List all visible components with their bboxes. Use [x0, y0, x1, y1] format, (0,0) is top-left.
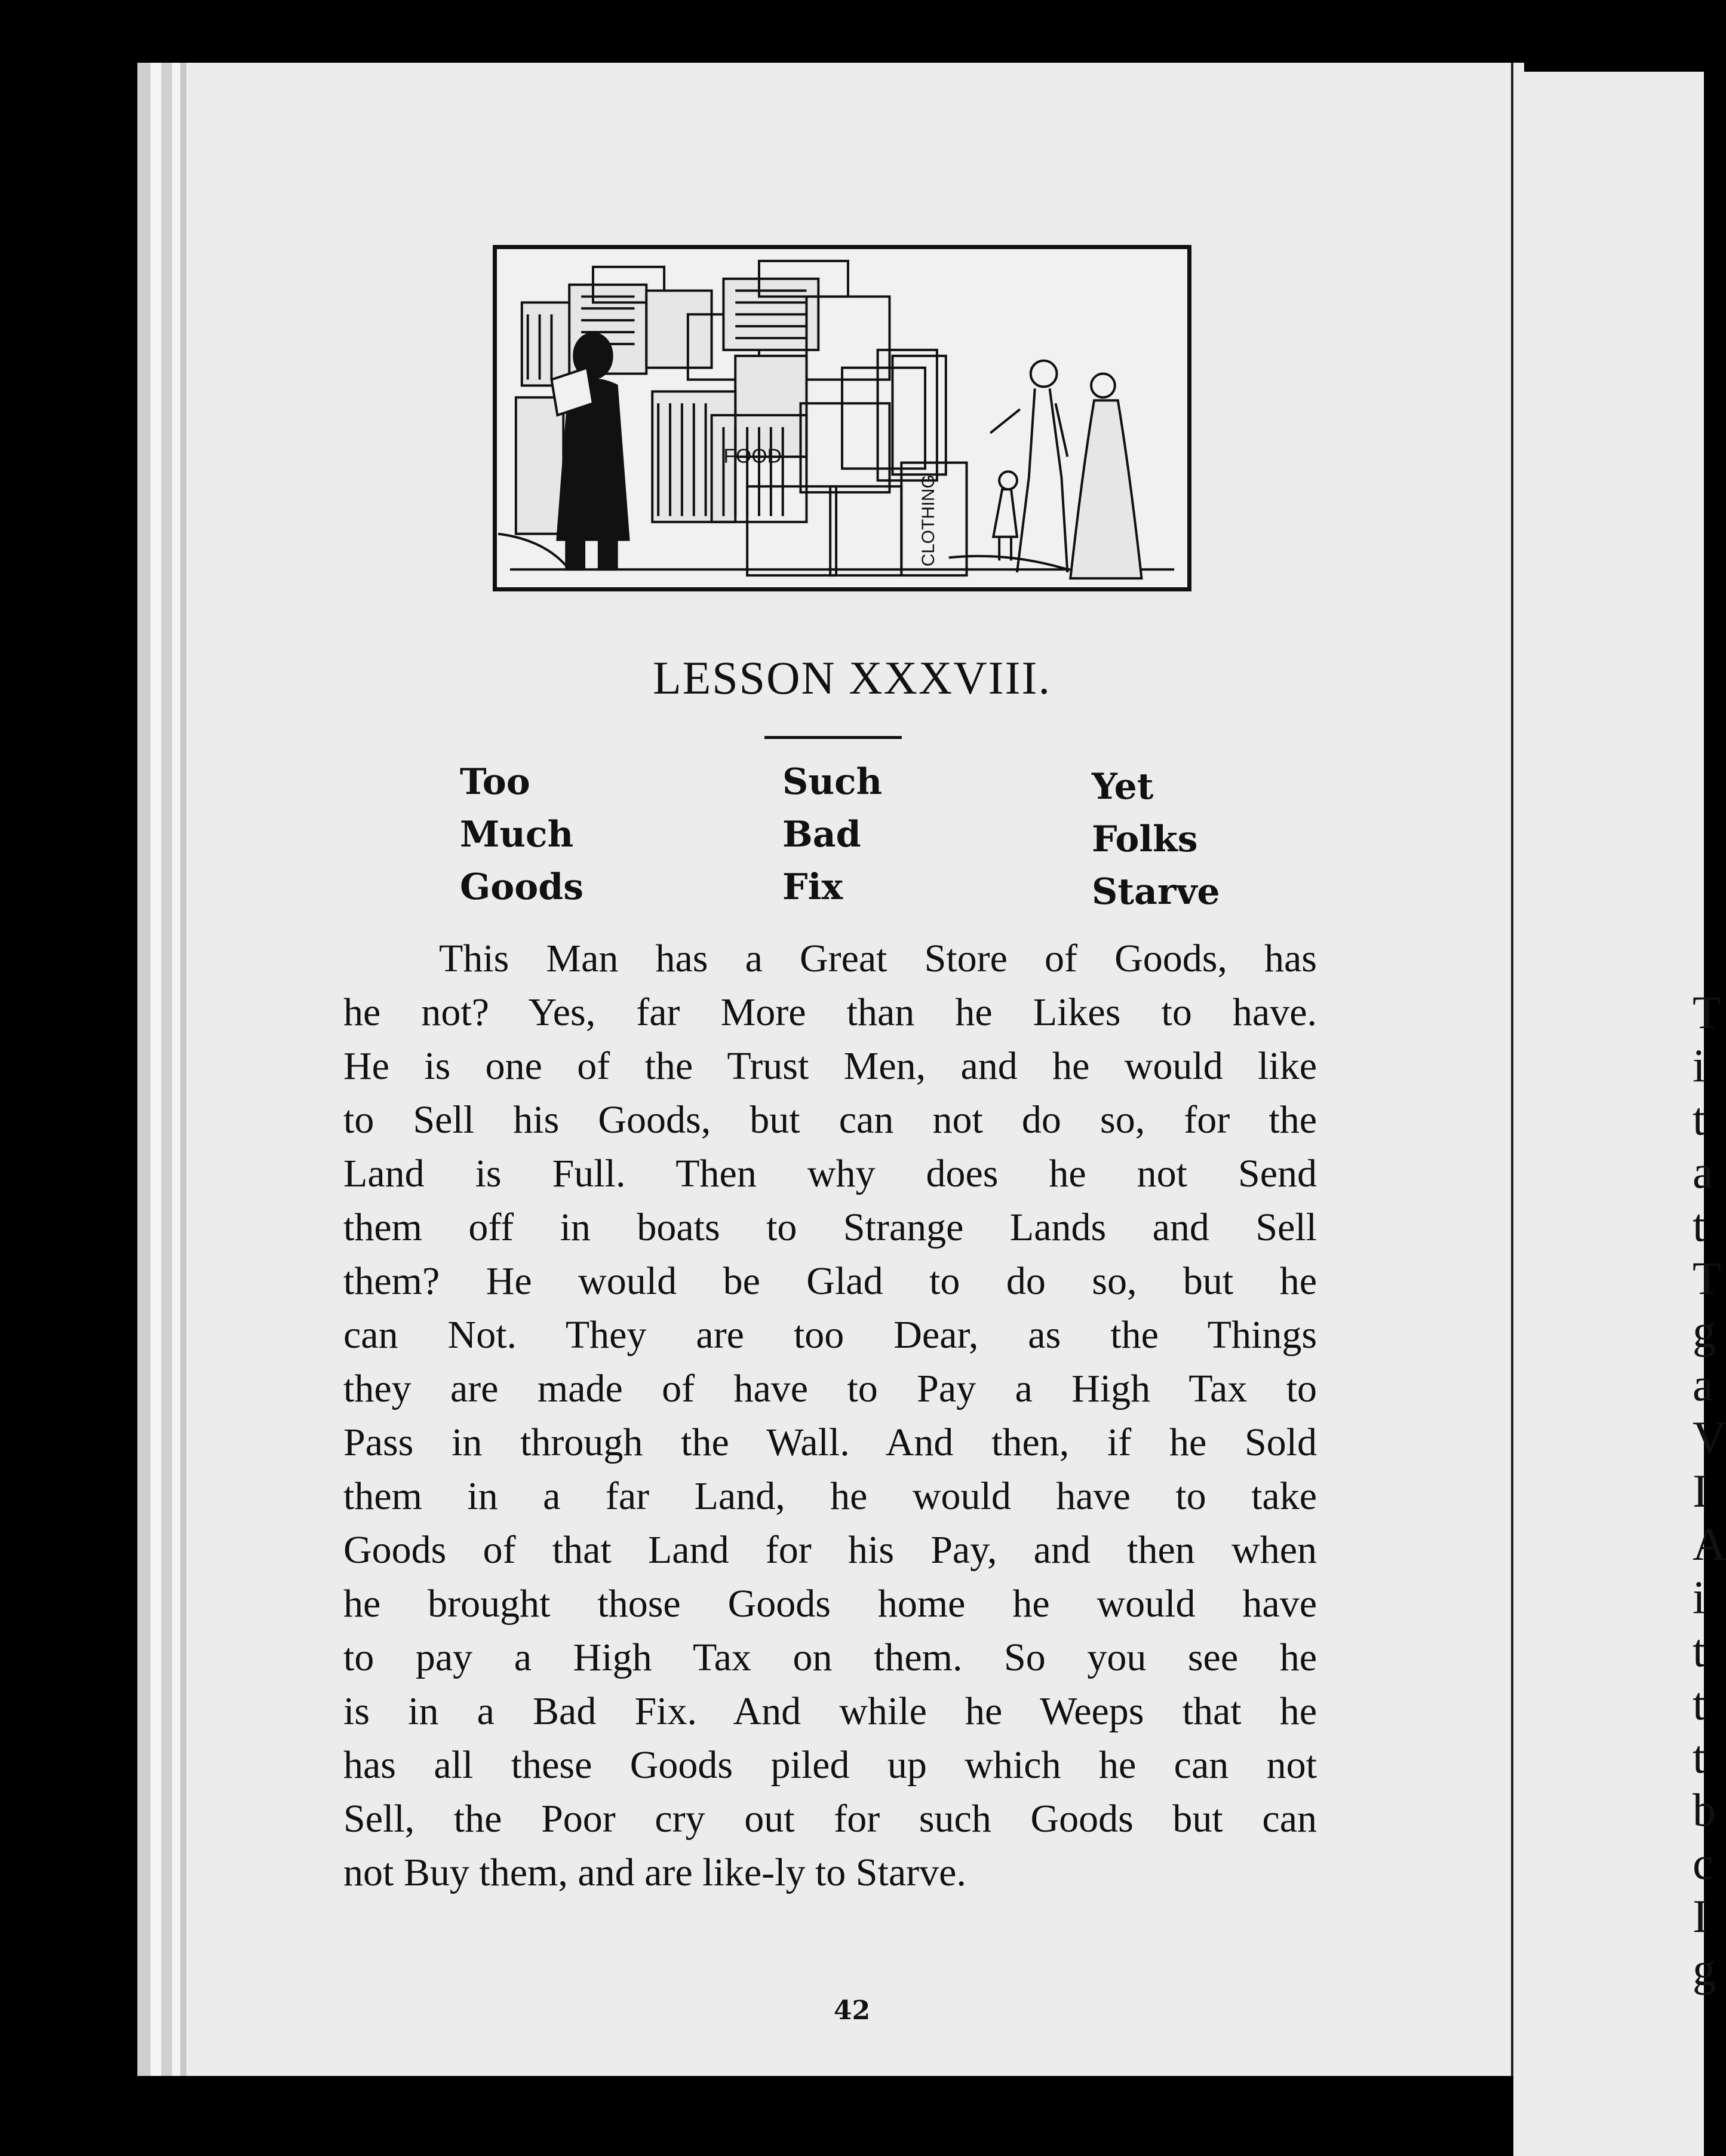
- body-line: can Not. They are too Dear, as the Things: [343, 1313, 1317, 1357]
- right-page-letter: T: [1693, 1252, 1721, 1304]
- vocabulary-column-1: [460, 756, 583, 913]
- body-line: them off in boats to Strange Lands and Sell: [343, 1206, 1317, 1249]
- body-line: Sell, the Poor cry out for such Goods but can: [343, 1797, 1317, 1841]
- right-page-letter: t: [1693, 1199, 1706, 1251]
- right-page-letter: t: [1693, 1624, 1706, 1676]
- vocab-word: Too: [460, 761, 530, 803]
- right-page-letter: a: [1693, 1146, 1713, 1198]
- right-page-letter: g: [1693, 1943, 1716, 1995]
- body-line: Goods of that Land for his Pay, and then when: [343, 1528, 1317, 1572]
- right-page-letter: a: [1693, 1358, 1713, 1410]
- vocab-word: Bad: [782, 814, 861, 855]
- right-page-letter: i: [1693, 1039, 1706, 1091]
- right-page-letter: c: [1693, 1837, 1713, 1889]
- right-page-letter: T: [1693, 986, 1721, 1038]
- vocab-word: Folks: [1092, 818, 1198, 860]
- page-number: 42: [833, 1995, 871, 2026]
- right-page-letter: t: [1693, 1731, 1706, 1783]
- body-line: to pay a High Tax on them. So you see he: [343, 1636, 1317, 1679]
- illustration: [493, 245, 1191, 591]
- right-page-letter: g: [1693, 1305, 1716, 1357]
- body-line: they are made of have to Pay a High Tax to: [343, 1367, 1317, 1410]
- vocab-word: Yet: [1092, 766, 1154, 808]
- lesson-title: LESSON XXXVIII.: [653, 652, 1051, 704]
- right-page-cropped-text: [1693, 986, 1726, 1996]
- vocabulary-column-2: [782, 756, 882, 913]
- vocabulary-column-3: [1092, 760, 1220, 918]
- right-page-letter: I: [1693, 1890, 1708, 1942]
- body-line: This Man has a Great Store of Goods, has: [439, 937, 1317, 980]
- body-line: he not? Yes, far More than he Likes to have.: [343, 990, 1317, 1034]
- right-page-letter: i: [1693, 1571, 1706, 1623]
- title-underline: [764, 736, 902, 739]
- vocab-word: Starve: [1092, 871, 1220, 913]
- body-line: them? He would be Glad to do so, but he: [343, 1259, 1317, 1303]
- vocab-word: Fix: [782, 866, 843, 908]
- body-line: He is one of the Trust Men, and he would like: [343, 1044, 1317, 1088]
- body-line: is in a Bad Fix. And while he Weeps that he: [343, 1689, 1317, 1733]
- right-page-edge: [1513, 72, 1726, 2156]
- body-line: he brought those Goods home he would have: [343, 1582, 1317, 1626]
- lesson-body: [343, 932, 1317, 1900]
- food-box-label: FOOD: [723, 444, 782, 468]
- right-page-letter: t: [1693, 1093, 1706, 1145]
- body-line: Land is Full. Then why does he not Send: [343, 1152, 1317, 1195]
- illustration-drawing: [497, 249, 1187, 587]
- vocab-word: Such: [782, 761, 883, 803]
- right-page-letter: I: [1693, 1465, 1708, 1517]
- right-page-letter: A: [1693, 1518, 1726, 1570]
- body-line: Pass in through the Wall. And then, if he Sold: [343, 1421, 1317, 1464]
- vocabulary-list: [460, 756, 1248, 935]
- body-line: has all these Goods piled up which he can not: [343, 1743, 1317, 1787]
- body-line: not Buy them, and are like-ly to Starve.: [343, 1851, 966, 1894]
- right-page-letter: t: [1693, 1677, 1706, 1729]
- vocab-word: Much: [460, 814, 574, 855]
- body-line: them in a far Land, he would have to take: [343, 1474, 1317, 1518]
- body-line: to Sell his Goods, but can not do so, for the: [343, 1098, 1317, 1142]
- clothing-box-label: CLOTHING: [918, 474, 938, 567]
- vocab-word: Goods: [460, 866, 584, 908]
- right-page-letter: V: [1693, 1412, 1726, 1464]
- right-page-letter: b: [1693, 1784, 1716, 1836]
